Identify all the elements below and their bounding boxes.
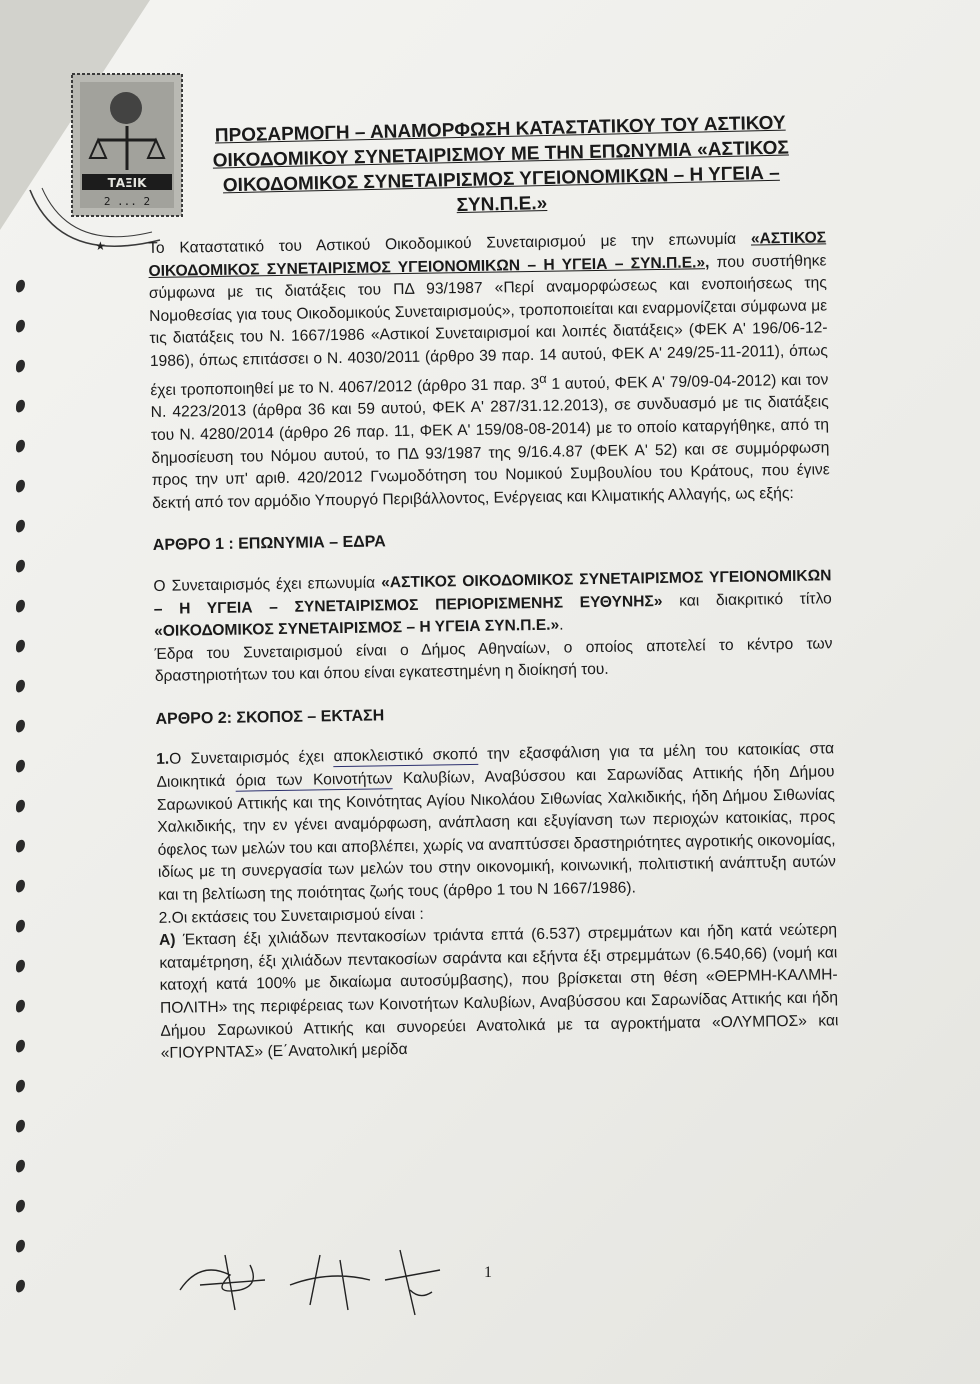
binder-hole <box>16 1158 25 1173</box>
binder-hole <box>16 838 25 853</box>
binder-hole <box>16 1278 25 1293</box>
intro-body-continued: 1 αυτού, ΦΕΚ Α' 79/09-04-2012) και τον Ν. 4223/2013 (άρθρα 36 και 59 αυτού, ΦΕΚ Α' 287/31.12.2013), σε συνδυασμό με τις διατάξεις του Ν. 4280/2014 (άρθρο 26 παρ. 11, ΦΕΚ Α' 159/08-08-2014) με το οποίο καταργήθηκε, από τη δημοσίευση του Νόμου αυτού, το ΠΔ 93/1987 της 9/16.4.87 (ΦΕΚ Α' 52) και σε συμμόρφωση προς την υπ' αριθ. 420/2012 Γνωμοδότηση του Νομικού Συμβουλίου του Κράτους, που έγινε δεκτή από τον αρμόδιο Υπουργό Περιβάλλοντος, Ενέργειας και Κλιματικής Αλλαγής, ως εξής: <box>150 371 830 512</box>
binder-hole <box>16 1198 25 1213</box>
intro-lead: Το Καταστατικό του Αστικού Οικοδομικού Συνεταιρισμού με την επωνυμία <box>148 230 752 257</box>
binder-hole <box>16 398 25 413</box>
binder-holes <box>10 280 34 1340</box>
binder-hole <box>16 358 25 373</box>
area-a-paragraph <box>159 919 839 1065</box>
title-line: ΟΙΚΟΔΟΜΙΚΟΥ ΣΥΝΕΤΑΙΡΙΣΜΟΥ ΜΕ ΤΗΝ ΕΠΩΝΥΜΙΑ «ΑΣΤΙΚΟΣ <box>212 137 790 172</box>
superscript: α <box>539 370 547 386</box>
binder-hole <box>16 598 25 613</box>
binder-hole <box>16 1118 25 1133</box>
binder-hole <box>16 998 25 1013</box>
article-1-end: . <box>559 616 564 634</box>
title-line: ΟΙΚΟΔΟΜΙΚΟΣ ΣΥΝΕΤΑΙΡΙΣΜΟΣ ΥΓΕΙΟΝΟΜΙΚΩΝ – Η ΥΓΕΙΑ – <box>222 162 780 197</box>
binder-hole <box>16 958 25 973</box>
binder-hole <box>16 1038 25 1053</box>
cooperative-name: «ΑΣΤΙΚΟΣ ΟΙΚΟΔΟΜΙΚΟΣ ΣΥΝΕΤΑΙΡΙΣΜΟΣ ΥΓΕΙΟΝΟΜΙΚΩΝ – Η ΥΓΕΙΑ – ΣΥΝ.Π.Ε.», <box>148 229 827 280</box>
intro-body: που συστήθηκε σύμφωνα με τις διατάξεις του ΠΔ 93/1987 «Περί αναμορφώσεως και ενοποιήσεως της Νομοθεσίας για τους Οικοδομικούς Συνεταιρισμούς», τροποποιείται και εναρμονίζεται σύμφωνα με τις διατάξεις του Ν. 1667/1986 «Αστικοί Συνεταιρισμοί και λοιπές διατάξεις» (ΦΕΚ Α' 196/06-12-1986), όπως επιτάσσει ο Ν. 4030/2011 (άρθρο 39 παρ. 14 αυτού, ΦΕΚ Α' 249/25-11-2011), όπως έχει τροποποιηθεί με το Ν. 4067/2012 (άρθρο 31 παρ. 3 <box>148 251 828 399</box>
binder-hole <box>16 478 25 493</box>
area-a-text: Έκταση έξι χιλιάδων πεντακοσίων τριάντα επτά (6.537) στρεμμάτων και ήδη κατά νεώτερη καταμέτρηση, έξι χιλιάδων πεντακοσίων σαράντα και εξήντα έξι στρεμμάτων (6.540,66) (νομή και κατοχή κατά 100% με δικαίωμα αυτοσύμβασης), που βρίσκεται στη θέση «ΘΕΡΜΗ-ΚΑΛΜΗ-ΠΟΛΙΤΗ» της περιφέρειας των Κοινοτήτων Καλυβίων, Αναβύσσου και Σαρωνίδας Αττικής και ήδη Δήμου Σαρωνικού Αττικής και συνορεύει Ανατολικά με τα αγροκτήματα «ΟΛΥΜΠΟΣ» και «ΓΙΟΥΡΝΤΑΣ» (Ε΄Ανατολική μερίδα <box>159 921 839 1063</box>
stamp-text: ΤΑΞΙΚ <box>107 176 147 190</box>
binder-hole <box>16 678 25 693</box>
binder-hole <box>16 1238 25 1253</box>
document-title <box>150 109 852 225</box>
distinctive-title: «ΟΙΚΟΔΟΜΙΚΟΣ ΣΥΝΕΤΑΙΡΙΣΜΟΣ – Η ΥΓΕΙΑ ΣΥΝ.Π.Ε.» <box>154 616 560 641</box>
section-1-text: Καλυβίων, Αναβύσσου και Σαρωνίδας Αττικής ήδη Δήμου Σαρωνικού Αττικής και της Κοινότητας Αγίου Νικολάου Σιθωνίας Χαλκιδικής, ήδη Δήμου Σιθωνίας Χαλκιδικής, την εν γένει αναμόρφωση, ανάπλαση και εξυγίανση των περιοχών κατοικίας, προς όφελος των μελών του και αποβλέπει, χωρίς να αναπτύσσει δραστηριότητες αγροτικής οικονομίας, ιδίως με τη συνεργασία των μελών του στην οικονομική, κοινωνική, πολιτιστική ανάπτυξη αυτών και τη βελτίωση της ποιότητας ζωής τους (άρθρο 1 του Ν 1667/1986). <box>156 763 837 904</box>
handwritten-underline-1: αποκλειστικό σκοπό <box>333 746 478 766</box>
binder-hole <box>16 1078 25 1093</box>
binder-hole <box>16 798 25 813</box>
seat-paragraph: Έδρα του Συνεταιρισμού είναι ο Δήμος Αθηναίων, ο οποίος αποτελεί το κέντρο των δραστηριοτήτων του και όπου είναι εγκατεστημένη η διοίκησή του. <box>154 634 833 686</box>
title-line: ΣΥΝ.Π.Ε.» <box>456 193 548 217</box>
handwritten-underline-2: όρια των Κοινοτήτων <box>235 770 393 790</box>
section-1-text: Ο Συνεταιρισμός έχει <box>169 748 334 769</box>
page-number: 1 <box>484 1264 492 1281</box>
article-2-section-1 <box>156 739 836 908</box>
binder-hole <box>16 438 25 453</box>
handwritten-signatures <box>170 1240 470 1320</box>
article-1-mid: και διακριτικό τίτλο <box>662 589 832 610</box>
binder-hole <box>16 758 25 773</box>
binder-hole <box>16 518 25 533</box>
article-1-heading: ΑΡΘΡΟ 1 : ΕΠΩΝΥΜΙΑ – ΕΔΡΑ <box>152 533 386 555</box>
binder-hole <box>16 878 25 893</box>
article-1-lead: Ο Συνεταιρισμός έχει επωνυμία <box>153 574 382 595</box>
cooperative-full-name: «ΑΣΤΙΚΟΣ ΟΙΚΟΔΟΜΙΚΟΣ ΣΥΝΕΤΑΙΡΙΣΜΟΣ ΥΓΕΙΟΝΟΜΙΚΩΝ – Η ΥΓΕΙΑ – ΣΥΝΕΤΑΙΡΙΣΜΟΣ ΠΕΡΙΟΡΙΣΜΕΝΗΣ ΕΥΘΥΝΗΣ» <box>153 567 832 618</box>
binder-hole <box>16 318 25 333</box>
document-body <box>148 227 839 1065</box>
title-line: ΠΡΟΣΑΡΜΟΓΗ – ΑΝΑΜΟΡΦΩΣΗ ΚΑΤΑΣΤΑΤΙΚΟΥ ΤΟΥ ΑΣΤΙΚΟΥ <box>214 112 786 147</box>
intro-paragraph <box>148 227 830 515</box>
binder-hole <box>16 718 25 733</box>
binder-hole <box>16 638 25 653</box>
stamp-date: 2 ... 2 <box>103 195 151 208</box>
binder-hole <box>16 558 25 573</box>
binder-hole <box>16 918 25 933</box>
section-number: 1. <box>156 751 170 769</box>
section-1-text: την εξασφάλιση για τα μέλη του κατοικίας στα Διοικητικά <box>156 740 835 791</box>
article-2-heading: ΑΡΘΡΟ 2: ΣΚΟΠΟΣ – ΕΚΤΑΣΗ <box>155 707 385 728</box>
binder-hole <box>16 278 25 293</box>
area-a-label: Α) <box>158 931 176 950</box>
article-1-paragraph <box>153 565 832 643</box>
article-2-section-2: 2.Οι εκτάσεις του Συνεταιρισμού είναι : <box>158 905 424 927</box>
svg-text:★: ★ <box>95 239 106 253</box>
